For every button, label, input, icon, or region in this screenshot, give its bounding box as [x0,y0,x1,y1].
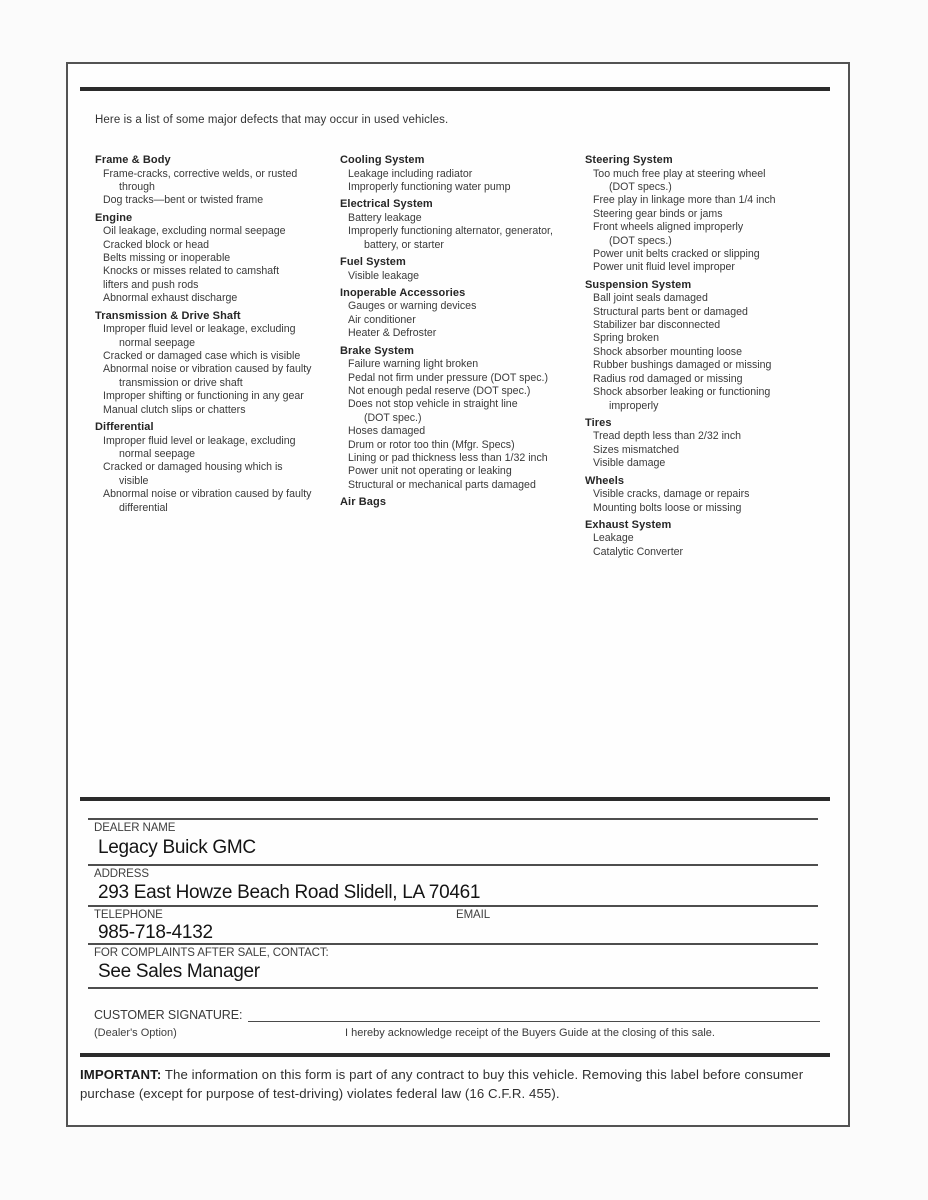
defect-item-line: Stabilizer bar disconnected [593,319,721,332]
defect-category-title: Wheels [585,474,625,487]
complaints-value: See Sales Manager [98,961,260,982]
defect-item-line: Heater & Defroster [348,327,437,340]
dealers-option-label: (Dealer's Option) [94,1027,177,1039]
defect-item-line: normal seepage [119,447,195,460]
email-label: EMAIL [456,909,491,921]
defect-item-line: (DOT specs.) [609,180,672,193]
defect-item-line: Hoses damaged [348,425,426,438]
defect-section [340,256,585,283]
acknowledge-note: I hereby acknowledge receipt of the Buyers Guide at the closing of this sale. [345,1027,715,1039]
defect-item-line: Improperly functioning alternator, generator, [348,225,553,238]
defect-section [585,279,843,413]
complaints-label: FOR COMPLAINTS AFTER SALE, CONTACT: [94,947,329,959]
buyers-guide-page [66,62,850,1127]
defect-section [585,154,843,275]
defect-item-line: Visible damage [593,457,666,470]
address-label: ADDRESS [94,868,149,880]
defect-item-line: Leakage [593,532,634,545]
telephone-label: TELEPHONE [94,909,163,921]
defect-item-line: Knocks or misses related to camshaft [103,265,280,278]
important-divider [80,1053,830,1057]
defect-section [95,154,340,208]
defects-list [95,154,843,559]
defect-item-line: Rubber bushings damaged or missing [593,359,772,372]
customer-signature-row [94,1008,820,1022]
defect-item-line: differential [119,501,168,514]
defect-item-line: Gauges or warning devices [348,300,477,313]
defect-category-title: Electrical System [340,198,433,211]
defect-section [95,421,340,515]
defect-section [340,345,585,493]
dealer-name-rule [88,818,818,820]
defect-category-title: Cooling System [340,154,425,166]
defect-category-title: Frame & Body [95,154,171,166]
defect-category-title: Engine [95,211,133,224]
defect-item-line: Structural or mechanical parts damaged [348,478,536,491]
defect-item-line: Spring broken [593,332,659,345]
defect-item-line: Shock absorber leaking or functioning [593,386,771,399]
defect-section [95,212,340,306]
defect-category-title: Inoperable Accessories [340,286,466,299]
defect-item-line: Cracked or damaged case which is visible [103,349,301,362]
defect-item-line: (DOT specs.) [609,234,672,247]
defect-category-title: Tires [585,416,612,429]
defect-item-line: transmission or drive shaft [119,376,243,389]
defect-category-title: Differential [95,421,154,433]
defect-section [340,287,585,341]
defect-item-line: Steering gear binds or jams [593,207,723,220]
defect-item-line: visible [119,474,149,487]
defect-item-line: Radius rod damaged or missing [593,372,743,385]
defect-item-line: Tread depth less than 2/32 inch [593,430,742,443]
defect-item-line: Cracked or damaged housing which is [103,461,283,474]
defect-section [340,154,585,194]
defect-item-line: Not enough pedal reserve (DOT spec.) [348,384,531,397]
defect-item-line: Failure warning light broken [348,358,479,371]
top-divider [80,87,830,91]
dealer-name-value: Legacy Buick GMC [98,837,256,858]
defect-item-line: Manual clutch slips or chatters [103,403,246,416]
defect-item-line: Front wheels aligned improperly [593,221,744,234]
defect-item-line: Dog tracks—bent or twisted frame [103,194,264,207]
defect-item-line: Lining or pad thickness less than 1/32 inch [348,452,548,464]
defect-item-line: Power unit fluid level improper [593,261,735,274]
defect-item-line: Improperly functioning water pump [348,180,511,193]
intro-text: Here is a list of some major defects that may occur in used vehicles. [95,114,449,126]
defect-item-line: (DOT spec.) [364,411,422,424]
defect-item-line: Leakage including radiator [348,167,473,180]
defect-item-line: Power unit belts cracked or slipping [593,247,760,260]
dealer-section-divider [80,797,830,801]
defect-item-line: Air conditioner [348,313,416,326]
defects-column-3 [585,154,843,559]
address-value: 293 East Howze Beach Road Slidell, LA 70461 [98,882,481,903]
defect-item-line: Shock absorber mounting loose [593,345,742,358]
customer-signature-label: CUSTOMER SIGNATURE: [94,1008,243,1022]
defect-section [340,496,585,510]
customer-signature-line [248,1009,820,1022]
defect-category-title: Exhaust System [585,518,672,531]
telephone-value: 985-718-4132 [98,922,213,943]
defect-item-line: Abnormal noise or vibration caused by faulty [103,488,312,501]
dealer-name-label: DEALER NAME [94,822,176,834]
defect-section [340,198,585,252]
defect-item-line: Improper fluid level or leakage, excluding [103,323,296,336]
defect-item-line: Belts missing or inoperable [103,252,231,265]
defect-section [585,417,843,471]
defect-item-line: Drum or rotor too thin (Mfgr. Specs) [348,438,515,451]
defect-item-line: Improper shifting or functioning in any gear [103,390,304,403]
defect-item-line: Catalytic Converter [593,545,684,558]
defect-item-line: Battery leakage [348,211,422,224]
defect-item-line: Does not stop vehicle in straight line [348,398,518,411]
defect-category-title: Brake System [340,344,414,357]
complaints-rule [88,943,818,945]
defect-item-line: Oil leakage, excluding normal seepage [103,225,286,238]
defect-item-line: Abnormal exhaust discharge [103,292,238,305]
important-text: The information on this form is part of any contract to buy this vehicle. Removing this label before consumer purchase (except for purpose of test-driving) violates federal law (16 C.F.R. 455). [80,1067,804,1101]
defect-section [585,475,843,515]
defect-item-line: Sizes mismatched [593,443,679,456]
defect-item-line: Ball joint seals damaged [593,292,708,305]
defect-item-line: Frame-cracks, corrective welds, or rusted [103,167,298,180]
defect-item-line: Mounting bolts loose or missing [593,501,742,514]
defect-item-line: through [119,180,155,193]
defects-column-2 [340,154,585,559]
defect-item-line: Abnormal noise or vibration caused by faulty [103,363,312,376]
defect-item-line: normal seepage [119,336,195,349]
defect-category-title: Steering System [585,154,673,166]
defect-item-line: Too much free play at steering wheel [593,167,766,180]
defects-column-1 [95,154,340,559]
address-rule [88,864,818,866]
important-label: IMPORTANT: [80,1067,162,1082]
complaints-bottom-rule [88,987,818,989]
telephone-rule [88,905,818,907]
defect-item-line: Power unit not operating or leaking [348,465,512,478]
defect-item-line: battery, or starter [364,238,444,251]
important-notice [80,1066,828,1103]
defect-item-line: Improper fluid level or leakage, excluding [103,434,296,447]
defect-item-line: improperly [609,399,659,412]
defect-category-title: Transmission & Drive Shaft [95,309,241,322]
defect-item-line: Structural parts bent or damaged [593,305,748,318]
defect-item-line: Cracked block or head [103,238,209,251]
defect-category-title: Suspension System [585,278,692,291]
defect-item-line: Free play in linkage more than 1/4 inch [593,194,776,207]
defect-category-title: Fuel System [340,256,406,269]
defect-category-title: Air Bags [340,496,387,509]
defect-section [585,519,843,559]
defect-item-line: Pedal not firm under pressure (DOT spec.) [348,371,548,384]
defect-item-line: lifters and push rods [103,278,199,291]
defect-item-line: Visible leakage [348,269,420,282]
defect-item-line: Visible cracks, damage or repairs [593,488,750,501]
defect-section [95,310,340,417]
